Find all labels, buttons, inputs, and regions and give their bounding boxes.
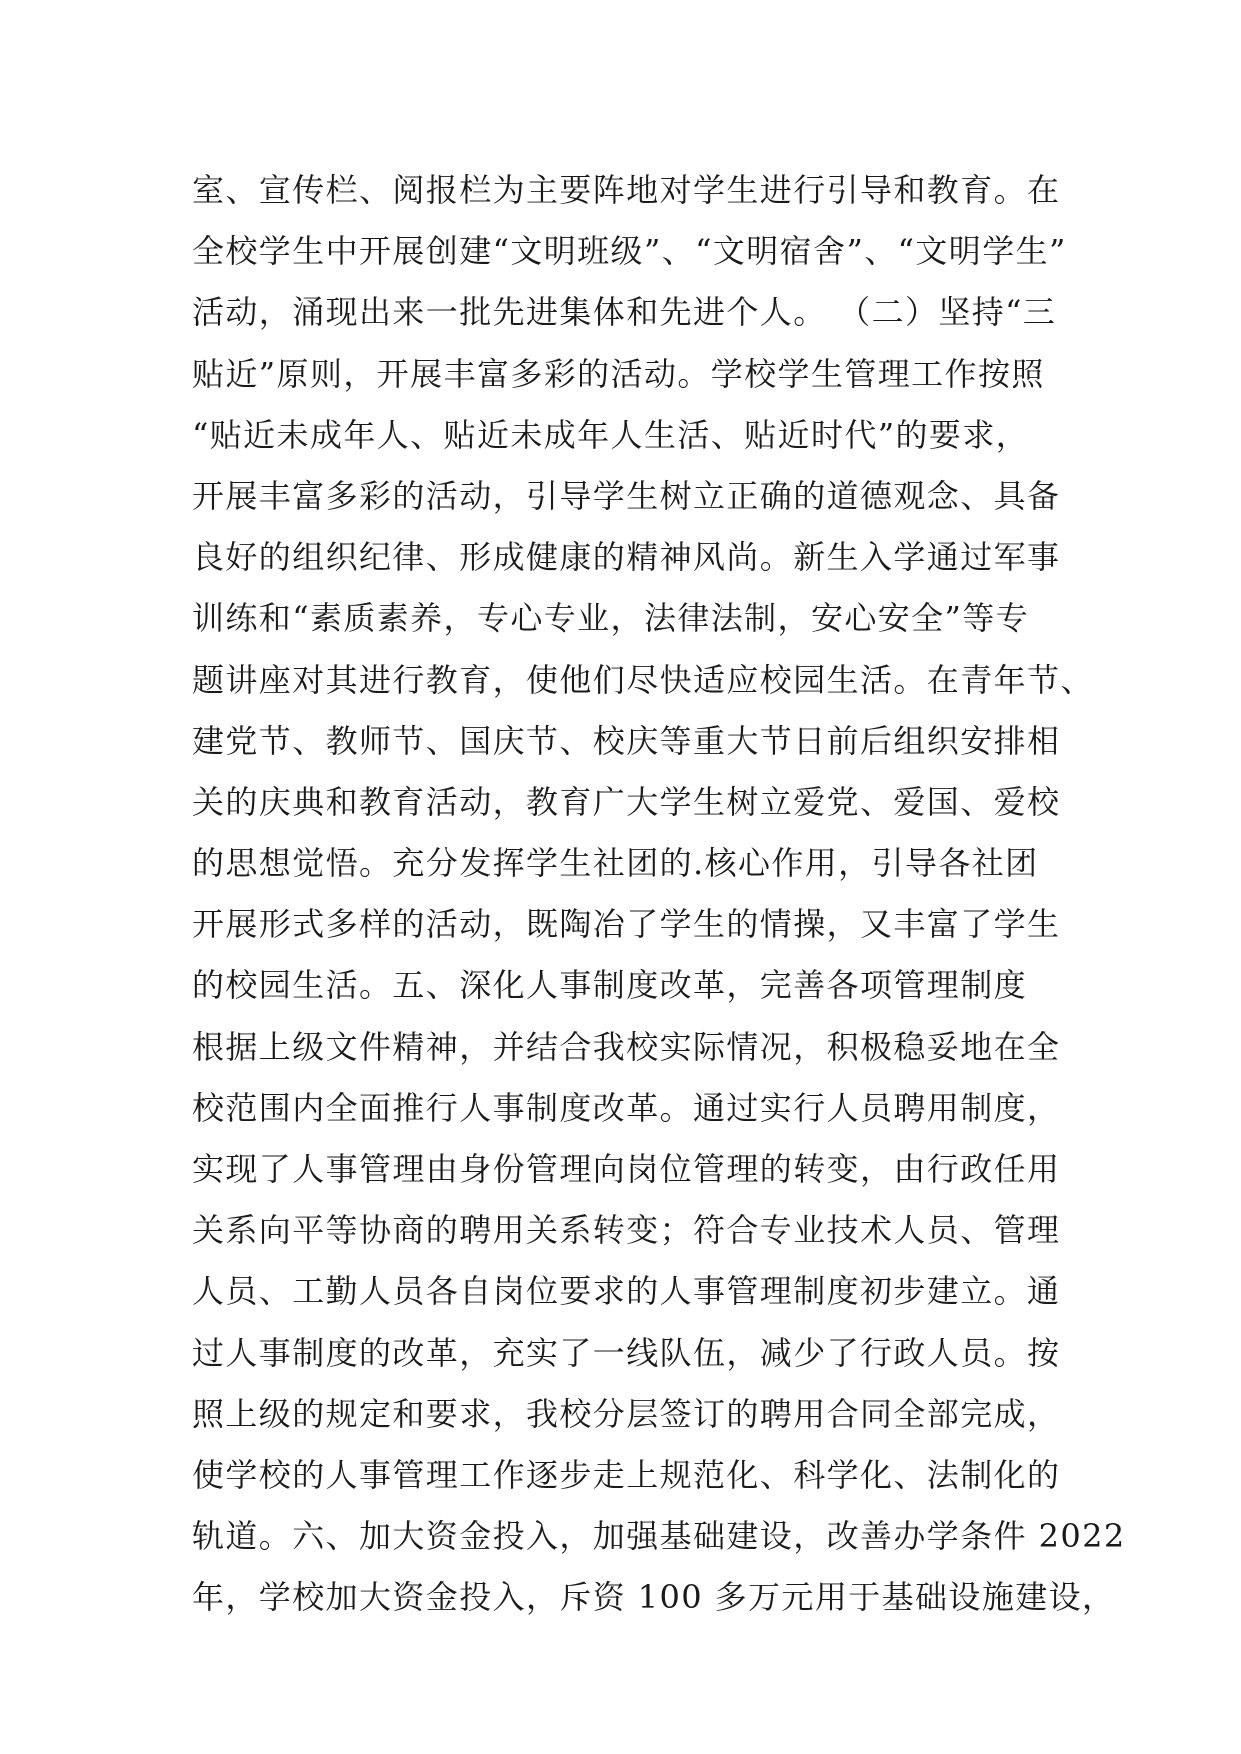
text-line: 室、宣传栏、阅报栏为主要阵地对学生进行引导和教育。在 <box>192 171 1061 209</box>
text-line: 建党节、教师节、国庆节、校庆等重大节日前后组织安排相 <box>192 721 1061 760</box>
text-line: 年，学校加大资金投入，斥资 100 多万元用于基础设施建设， <box>192 1578 1116 1617</box>
text-line: 贴近”原则，开展丰富多彩的活动。学校学生管理工作按照 <box>192 354 1045 393</box>
text-line: 使学校的人事管理工作逐步走上规范化、科学化、法制化的 <box>192 1455 1061 1494</box>
text-line: 实现了人事管理由身份管理向岗位管理的转变，由行政任用 <box>192 1150 1061 1188</box>
text-line: 全校学生中开展创建“文明班级”、“文明宿舍”、“文明学生” <box>192 232 1067 271</box>
text-line: 训练和“素质素养，专心专业，法律法制，安心安全”等专 <box>192 599 1030 638</box>
text-line: 题讲座对其进行教育，使他们尽快适应校园生活。在青年节、 <box>192 660 1094 699</box>
text-line: 关系向平等协商的聘用关系转变；符合专业技术人员、管理 <box>192 1211 1061 1250</box>
text-line: 的思想觉悟。充分发挥学生社团的.核心作用，引导各社团 <box>192 844 1039 883</box>
text-line: 根据上级文件精神，并结合我校实际情况，积极稳妥地在全 <box>192 1027 1061 1066</box>
text-line: 开展丰富多彩的活动，引导学生树立正确的道德观念、具备 <box>192 476 1061 515</box>
text-line: 过人事制度的改革，充实了一线队伍，减少了行政人员。按 <box>192 1333 1061 1372</box>
text-line: 轨道。六、加大资金投入，加强基础建设，改善办学条件 2022 <box>192 1517 1126 1556</box>
body-text <box>192 160 1126 1629</box>
text-line: 关的庆典和教育活动，教育广大学生树立爱党、爱国、爱校 <box>192 782 1061 821</box>
text-line: 校范围内全面推行人事制度改革。通过实行人员聘用制度， <box>192 1088 1061 1127</box>
text-line: 照上级的规定和要求，我校分层签订的聘用合同全部完成， <box>192 1394 1061 1433</box>
text-line: “贴近未成年人、贴近未成年人生活、贴近时代”的要求， <box>192 415 1030 454</box>
text-line: 良好的组织纪律、形成健康的精神风尚。新生入学通过军事 <box>192 538 1061 577</box>
text-line: 的校园生活。五、深化人事制度改革，完善各项管理制度 <box>192 966 1028 1005</box>
text-line: 人员、工勤人员各自岗位要求的人事管理制度初步建立。通 <box>192 1272 1061 1311</box>
text-line: 开展形式多样的活动，既陶冶了学生的情操，又丰富了学生 <box>192 905 1061 944</box>
text-line: 活动，涌现出来一批先进集体和先进个人。 （二）坚持“三 <box>192 293 1057 332</box>
